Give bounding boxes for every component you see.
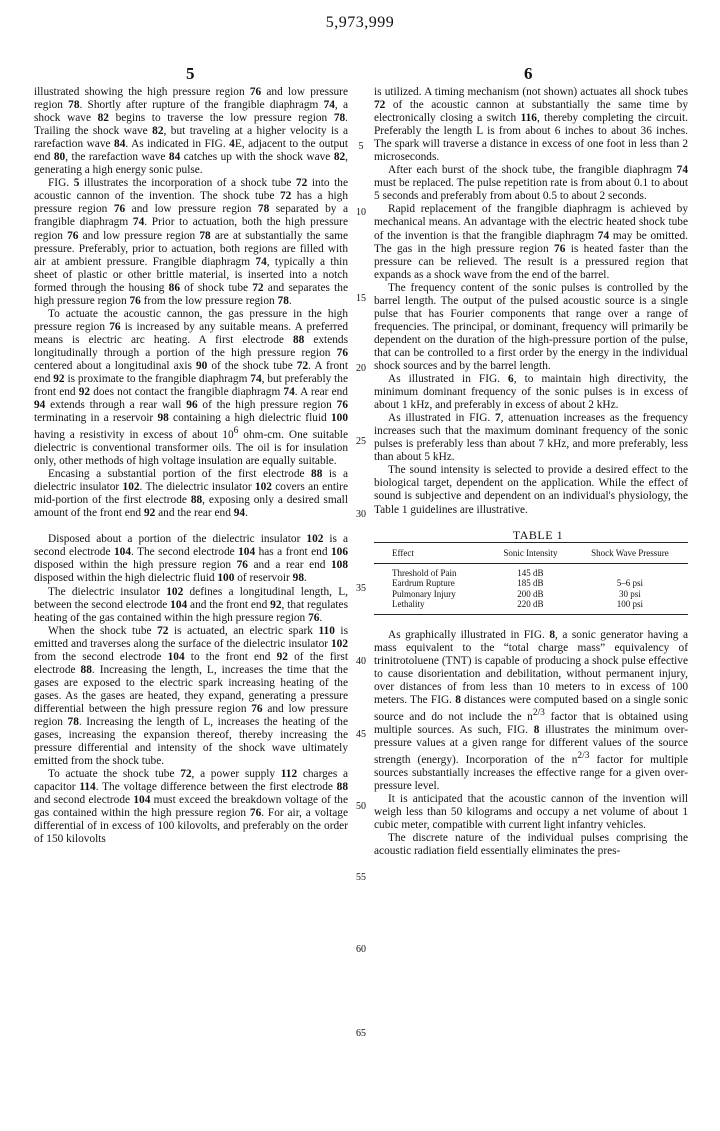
paragraph: The discrete nature of the individual pulses comprising the acoustic radiation field essentially eliminates the pres-: [374, 831, 688, 857]
paragraph: To actuate the shock tube 72, a power supply 112 charges a capacitor 114. The voltage difference between the first electrode 88 and second electrode 104 must exceed the breakdown voltage of the gas contained within the high pressure region 76. For air, a voltage differential of in excess of 100 kilovolts, and preferably on the order of 150 kilovolts: [34, 768, 349, 846]
table-title: TABLE 1: [512, 527, 564, 542]
line-number: 15: [356, 293, 366, 304]
line-number: 60: [356, 944, 366, 955]
table-row: [374, 578, 688, 588]
paragraph: The dielectric insulator 102 defines a longitudinal length, L, between the second electrode 104 and the front end 92, that regulates heating of the gas contained within the high pressure region 76.: [34, 585, 348, 624]
table-cell: Eardrum Rupture: [392, 578, 455, 589]
table-cell: 145 dB: [517, 568, 544, 578]
table-row: [374, 589, 688, 599]
paragraph: Encasing a substantial portion of the first electrode 88 is a dielectric insulator 102. The dielectric insulator 102 covers an entire mid-portion of the first electrode 88, exposing only a desired small amount of the front end 92 and the rear end 94.: [34, 468, 348, 520]
paragraph: It is anticipated that the acoustic cannon of the invention will weigh less than 50 kilograms and occupy a net volume of about 1 cubic meter, compatible with current light infantry vehicles.: [374, 792, 688, 831]
table-1: [374, 529, 688, 615]
table-cell: Pulmonary Injury: [392, 588, 456, 599]
table-cell: 30 psi: [619, 588, 641, 599]
table-cell: 200 dB: [517, 588, 544, 599]
table-cell: Threshold of Pain: [392, 568, 457, 578]
table-row: [374, 599, 688, 614]
paragraph: After each burst of the shock tube, the frangible diaphragm 74 must be replaced. The pulse repetition rate is from about 0.1 to about 5 seconds and preferably from about 0.5 to about 2 seconds.: [374, 164, 688, 203]
paragraph: As illustrated in FIG. 6, to maintain high directivity, the minimum dominant frequency of the sonic pulses is in excess of about 1 kHz, and preferably in excess of about 2 kHz.: [374, 373, 688, 412]
line-number: 40: [356, 656, 366, 667]
paragraph: As graphically illustrated in FIG. 8, a sonic generator having a mass equivalent to the “total charge mass” equivalency of trinitrotoluene (TNT) is capable of producing a shock pulse effective to cause disorientation and debilitation, without permanent injury, over distances of from less than 10 meters to in excess of 100 meters. The FIG. 8 distances were computed based on a single sonic source and do not include the $n^{2/3}$ factor that is obtained using multiple sources. As such, FIG. 8 illustrates the minimum over-pressure values at a given range for different values of the source strength (energy). Incorporation of the $n^{2/3}$ factor for multiple sources substantially increases the effective range for a given over-pressure level.: [374, 628, 688, 792]
line-number: 45: [356, 729, 366, 740]
paragraph: To actuate the acoustic cannon, the gas pressure in the high pressure region 76 is increased by any suitable means. A preferred means is electric arc heating. A first electrode 88 extends longitudinally through a portion of the high pressure region 76 centered about a longitudinal axis 90 of the shock tube 72. A front end 92 is proximate to the frangible diaphragm 74, but preferably the front end 92 does not contact the frangible diaphragm 74. A rear end 94 extends through a rear wall 96 of the high pressure region 76 terminating in a reservoir 98 containing a high dielectric fluid 100 having a resistivity in excess of about $10^6$ ohm-cm. One suitable dielectric is conventional transformer oils. The oil is for insulation only, other methods of high voltage insulation are equally suitable.: [34, 307, 349, 468]
table-cell: 185 dB: [517, 578, 544, 589]
left-column: [34, 86, 348, 846]
table-cell: 5–6 psi: [616, 578, 644, 589]
paragraph: is utilized. A timing mechanism (not shown) actuates all shock tubes 72 of the acoustic cannon at substantially the same time by electronically closing a switch 116, thereby completing the circuit. Preferably the length L is from about 6 inches to about 36 inches. The spark will traverse a distance in excess of one foot in less than 2 microseconds.: [374, 86, 688, 164]
line-number: 35: [356, 583, 366, 594]
line-number: 55: [356, 872, 366, 883]
table-cell: 100 psi: [572, 599, 688, 614]
paragraph: The frequency content of the sonic pulses is controlled by the barrel length. The output of the pulsed acoustic source is a single pulse that has Fourier components that range over a range of frequencies. The principal, or dominant, frequency will primarily be dependent on the duration of the high-pressure portion of the pulse, that can be controlled to a first order by the energy in the individual shock sources and by the barrel length.: [374, 281, 688, 372]
line-number: 10: [356, 207, 366, 218]
line-number: 50: [356, 801, 366, 812]
effects-table: [374, 542, 688, 615]
paragraph: The sound intensity is selected to provide a desired effect to the biological target, dependent on the application. While the effect of sound is subjective and dependent on an individual's physiology, the Table 1 guidelines are illustrative.: [374, 464, 688, 516]
column-number-right: 6: [524, 64, 533, 83]
paragraph: When the shock tube 72 is actuated, an electric spark 110 is emitted and traverses along the surface of the dielectric insulator 102 from the second electrode 104 to the front end 92 of the first electrode 88. Increasing the length, L, increases the time that the gases are exposed to the electric spark increasing heating of the gases. As the gases are heated, they expand, generating a pressure differential between the high pressure region 76 and low pressure region 78. Increasing the length of L, increases the heating of the gases, increasing the expansion thereof, thereby increasing the pressure differential and intensity of the shock wave ultimately emitted from the shock tube.: [34, 624, 349, 768]
table-header-sonic-intensity: Sonic Intensity: [489, 542, 572, 563]
line-number: 25: [356, 436, 366, 447]
paragraph: Disposed about a portion of the dielectric insulator 102 is a second electrode 104. The second electrode 104 has a front end 106 disposed within the high pressure region 76 and a rear end 108 disposed within the high dielectric fluid 100 of reservoir 98.: [34, 533, 348, 585]
paragraph: As illustrated in FIG. 7, attenuation increases as the frequency increases such that the maximum dominant frequency of the sonic pulses is preferably less than about 7 kHz, and more preferably, less than about 5 kHz.: [374, 412, 688, 464]
right-column: [374, 86, 688, 858]
table-row: [374, 564, 688, 579]
table-header-shock-wave-pressure: Shock Wave Pressure: [572, 542, 688, 563]
paragraph: FIG. 5 illustrates the incorporation of a shock tube 72 into the acoustic cannon of the invention. The shock tube 72 has a high pressure region 76 and low pressure region 78 separated by a frangible diaphragm 74. Prior to actuation, both the high pressure region 76 and low pressure region 78 are at substantially the same pressure. Preferably, prior to actuation, both regions are filled with air at ambient pressure. Frangible diaphragm 74, typically a thin sheet of plastic or other brittle material, is inserted into a notch formed through the housing 86 of shock tube 72 and separates the high pressure region 76 from the low pressure region 78.: [34, 177, 349, 307]
patent-number: 5,973,999: [325, 14, 395, 31]
line-number: 30: [356, 509, 366, 520]
table-header-effect: Effect: [374, 542, 489, 563]
line-number: 5: [358, 141, 364, 152]
paragraph: illustrated showing the high pressure region 76 and low pressure region 78. Shortly after rupture of the frangible diaphragm 74, a shock wave 82 begins to traverse the low pressure region 78. Trailing the shock wave 82, but traveling at a higher velocity is a rarefaction wave 84. As indicated in FIG. 4E, adjacent to the output end 80, the rarefaction wave 84 catches up with the shock wave 82, generating a high energy sonic pulse.: [34, 86, 349, 177]
column-number-left: 5: [186, 64, 195, 83]
paragraph: Rapid replacement of the frangible diaphragm is achieved by mechanical means. An advantage with the electric heated shock tube of the invention is that the frangible diaphragm 74 may be omitted. The gas in the high pressure region 76 is heated faster than the pressure can be relieved. The result is a pressured region that expands as a shock wave from the end of the barrel.: [374, 203, 689, 281]
line-number: 20: [356, 363, 366, 374]
table-cell: Lethality: [374, 599, 489, 614]
table-cell: [572, 564, 688, 579]
table-cell: 220 dB: [489, 599, 572, 614]
line-number: 65: [356, 1028, 366, 1039]
